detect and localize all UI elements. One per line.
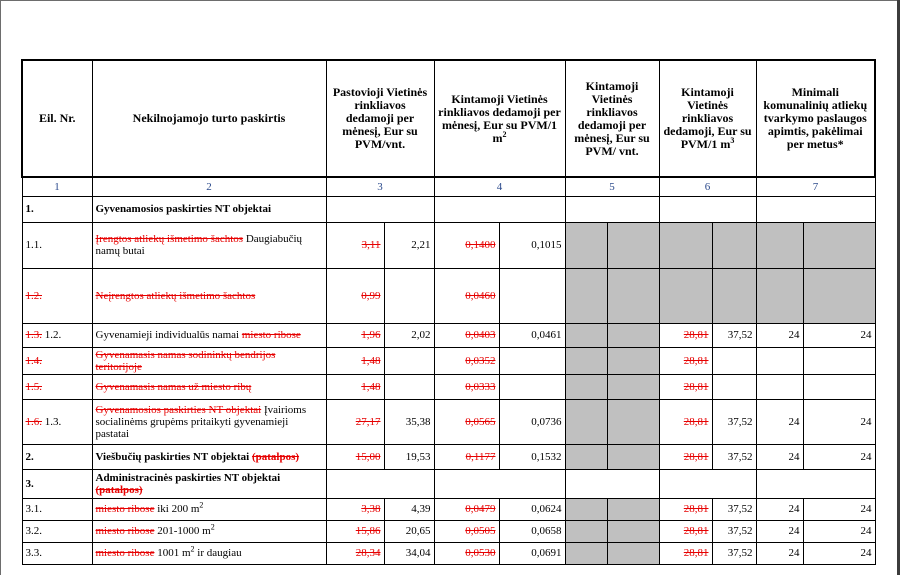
old-value: 28,81 xyxy=(683,525,709,537)
header-kintamoji-vnt: Kintamoji Vietinės rinkliavos dedamoji per mėnesį, Eur su PVM/ vnt. xyxy=(565,60,659,177)
table-row xyxy=(22,323,875,347)
table-row xyxy=(22,469,875,498)
deleted-text: Gyvenamosios paskirties NT objektai xyxy=(95,403,262,416)
new-value: 0,1532 xyxy=(499,444,565,469)
unit-sup: 2 xyxy=(210,522,215,532)
unit-sup: 2 xyxy=(199,500,204,510)
row-name-tail: ir daugiau xyxy=(194,547,242,559)
deleted-text: miesto ribose xyxy=(95,547,155,559)
header-kintamoji-m2-sup: 2 xyxy=(502,129,507,139)
table-row xyxy=(22,374,875,399)
row-nr-deleted: 1.5. xyxy=(25,380,42,393)
old-value: 28,81 xyxy=(683,415,709,428)
col-number: 2 xyxy=(92,177,326,196)
table-row xyxy=(22,347,875,374)
lifts-value: 24 xyxy=(756,399,803,444)
table-row xyxy=(22,520,875,542)
table-row xyxy=(22,444,875,469)
col-number: 6 xyxy=(659,177,756,196)
old-value: 0,0403 xyxy=(465,329,496,341)
deleted-text: miesto ribose xyxy=(241,329,301,341)
table-row xyxy=(22,222,875,268)
old-value: 28,81 xyxy=(683,329,709,341)
old-value: 0,0352 xyxy=(465,354,496,367)
deleted-text: Neįrengtos atliekų išmetimo šachtos xyxy=(95,289,256,302)
row-nr: 1.3. xyxy=(42,415,62,428)
header-eil-nr: Eil. Nr. xyxy=(22,60,92,177)
header-kintamoji-m3 xyxy=(659,60,756,177)
lifts-value: 24 xyxy=(803,542,875,564)
old-value: 1,96 xyxy=(361,329,381,341)
header-kintamoji-m2-text: Kintamoji Vietinės rinkliavos dedamoji per mėnesį, Eur su PVM/1 m xyxy=(438,91,561,145)
row-name xyxy=(92,222,326,268)
old-value: 0,0530 xyxy=(465,547,496,559)
header-kintamoji-m3-text: Kintamoji Vietinės rinkliavos dedamoji, Eur su PVM/1 m xyxy=(663,85,752,151)
old-value: 0,1400 xyxy=(465,239,496,251)
new-value: 0,1015 xyxy=(499,222,565,268)
new-value: 37,52 xyxy=(712,444,756,469)
old-value: 15,86 xyxy=(355,525,381,537)
row-nr: 3. xyxy=(22,469,92,498)
row-nr: 3.1. xyxy=(22,498,92,520)
lifts-value: 24 xyxy=(756,520,803,542)
row-name: Gyvenamosios paskirties NT objektai xyxy=(92,196,326,222)
new-value: 2,21 xyxy=(384,222,434,268)
old-value: 3,38 xyxy=(361,503,381,515)
deleted-text: Gyvenamasis namas sodininkų bendrijos teritorijoje xyxy=(95,348,276,373)
table-row xyxy=(22,268,875,323)
old-value: 28,81 xyxy=(683,380,709,393)
new-value: 0,0736 xyxy=(499,399,565,444)
lifts-value: 24 xyxy=(803,520,875,542)
col-number: 3 xyxy=(326,177,434,196)
row-nr: 1. xyxy=(22,196,92,222)
old-value: 27,17 xyxy=(355,415,381,428)
col-number: 5 xyxy=(565,177,659,196)
lifts-value: 24 xyxy=(803,323,875,347)
new-value: 35,38 xyxy=(384,399,434,444)
table-row xyxy=(22,498,875,520)
old-value: 28,81 xyxy=(683,547,709,559)
old-value: 1,48 xyxy=(361,380,381,393)
new-value: 0,0658 xyxy=(499,520,565,542)
col-number: 1 xyxy=(22,177,92,196)
lifts-value: 24 xyxy=(756,498,803,520)
new-value: 0,0691 xyxy=(499,542,565,564)
row-name-text: Įvairioms socialinėms grupėms pritaikyti gyvenamieji pastatai xyxy=(95,403,307,440)
old-value: 28,34 xyxy=(355,547,381,559)
old-value: 0,99 xyxy=(361,289,381,302)
old-value: 0,0333 xyxy=(465,380,496,393)
row-nr-deleted: 1.2. xyxy=(25,289,42,302)
table-row xyxy=(22,196,875,222)
old-value: 28,81 xyxy=(683,450,709,463)
table-row xyxy=(22,542,875,564)
new-value: 0,0624 xyxy=(499,498,565,520)
row-name-text: Administracinės paskirties NT objektai xyxy=(95,471,281,484)
old-value: 0,0505 xyxy=(465,525,496,537)
row-name-text: Viešbučių paskirties NT objektai xyxy=(95,450,252,463)
row-nr: 1.2. xyxy=(42,329,62,341)
header-paskirtis: Nekilnojamojo turto paskirtis xyxy=(92,60,326,177)
new-value: 4,39 xyxy=(384,498,434,520)
column-number-row xyxy=(22,177,875,196)
row-name-text: 201-1000 m xyxy=(154,525,211,537)
new-value: 20,65 xyxy=(384,520,434,542)
old-value: 0,0460 xyxy=(465,289,496,302)
new-value: 37,52 xyxy=(712,399,756,444)
row-nr-deleted: 1.4. xyxy=(25,354,42,367)
header-pastovioji: Pastovioji Vietinės rinkliavos dedamoji per mėnesį, Eur su PVM/vnt. xyxy=(326,60,434,177)
new-value: 19,53 xyxy=(384,444,434,469)
old-value: 3,11 xyxy=(361,239,381,251)
old-value: 28,81 xyxy=(683,354,709,367)
fee-table xyxy=(21,59,876,565)
old-value: 0,1177 xyxy=(465,450,496,463)
deleted-text: Įrengtos atliekų išmetimo šachtos xyxy=(95,233,244,245)
row-nr-deleted: 1.3. xyxy=(25,329,42,341)
unit-sup: 2 xyxy=(190,544,195,554)
row-name-text: iki 200 m xyxy=(154,503,200,515)
table-row xyxy=(22,399,875,444)
new-value: 37,52 xyxy=(712,323,756,347)
lifts-value: 24 xyxy=(756,323,803,347)
header-minimali: Minimali komunalinių atliekų tvarkymo paslaugos apimtis, pakėlimai per metus* xyxy=(756,60,875,177)
old-value: 28,81 xyxy=(683,503,709,515)
deleted-text: miesto ribose xyxy=(95,525,155,537)
row-nr-deleted: 1.6. xyxy=(25,415,42,428)
row-nr: 2. xyxy=(22,444,92,469)
old-value: 15,00 xyxy=(355,450,381,463)
row-nr: 3.2. xyxy=(22,520,92,542)
deleted-text: Gyvenamasis namas už miesto ribų xyxy=(95,380,252,393)
old-value: 0,0565 xyxy=(465,415,496,428)
row-nr: 1.1. xyxy=(22,222,92,268)
lifts-value: 24 xyxy=(756,542,803,564)
row-name-text: Gyvenamieji individualūs namai xyxy=(95,329,242,341)
deleted-text: (patalpos) xyxy=(251,450,300,463)
lifts-value: 24 xyxy=(803,498,875,520)
lifts-value: 24 xyxy=(756,444,803,469)
old-value: 1,48 xyxy=(361,354,381,367)
col-number: 4 xyxy=(434,177,565,196)
page-border-top xyxy=(0,0,900,1)
old-value: 0,0479 xyxy=(465,503,496,515)
col-number: 7 xyxy=(756,177,875,196)
lifts-value: 24 xyxy=(803,444,875,469)
row-nr: 3.3. xyxy=(22,542,92,564)
header-kintamoji-m2 xyxy=(434,60,565,177)
new-value: 0,0461 xyxy=(499,323,565,347)
new-value: 2,02 xyxy=(384,323,434,347)
new-value: 37,52 xyxy=(712,520,756,542)
deleted-text: miesto ribose xyxy=(95,503,155,515)
lifts-value: 24 xyxy=(803,399,875,444)
new-value: 37,52 xyxy=(712,498,756,520)
row-name-text: 1001 m xyxy=(154,547,191,559)
new-value: 34,04 xyxy=(384,542,434,564)
header-row xyxy=(22,60,875,177)
row-name-text: Daugiabučių namų butai xyxy=(95,233,303,257)
new-value: 37,52 xyxy=(712,542,756,564)
header-kintamoji-m3-sup: 3 xyxy=(730,136,735,145)
deleted-text: (patalpos) xyxy=(95,483,143,496)
page-border-left xyxy=(0,0,1,575)
